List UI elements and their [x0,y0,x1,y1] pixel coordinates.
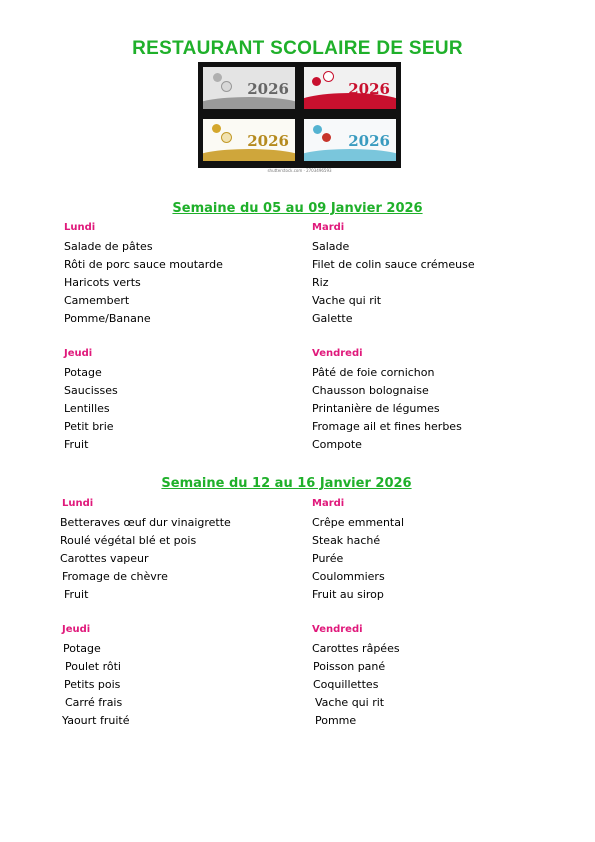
menu-item: Fromage de chèvre [62,570,168,583]
banner-tile-blue [304,119,396,161]
ornament-icon [213,73,222,82]
menu-item: Poulet rôti [65,660,121,673]
week-1-heading: Semaine du 05 au 09 Janvier 2026 [172,201,423,216]
menu-item: Vache qui rit [312,294,382,307]
menu-item: Purée [312,552,344,565]
menu-item: Saucisses [64,384,118,397]
ornament-icon [212,124,221,133]
menu-item: Lentilles [64,402,110,415]
page-title: RESTAURANT SCOLAIRE DE SEUR [132,38,463,59]
day-mardi: Mardi [312,498,345,509]
menu-item: Vache qui rit [315,696,385,709]
menu-item: Carré frais [65,696,123,709]
menu-item: Petit brie [64,420,114,433]
menu-item: Steak haché [312,534,381,547]
menu-item: Pomme/Banane [64,312,151,325]
banner-tile-red [304,67,396,109]
menu-item: Betteraves œuf dur vinaigrette [60,516,231,529]
menu-item: Salade de pâtes [64,240,153,253]
menu-item: Pâté de foie cornichon [312,366,435,379]
banner-year: 2026 [247,132,289,150]
menu-item: Poisson pané [313,660,386,673]
ornament-icon [322,133,331,142]
menu-item: Pomme [315,714,357,727]
day-lundi: Lundi [64,222,96,233]
menu-item: Coquillettes [313,678,379,691]
menu-item: Chausson bolognaise [312,384,429,397]
banner-tile-gold [203,119,295,161]
menu-item: Carottes râpées [312,642,400,655]
menu-item: Petits pois [64,678,121,691]
new-year-banner-image [198,62,401,168]
menu-item: Printanière de légumes [312,402,440,415]
banner-tile-silver [203,67,295,109]
menu-item: Carottes vapeur [60,552,149,565]
menu-item: Camembert [64,294,130,307]
menu-item: Fromage ail et fines herbes [312,420,462,433]
ornament-icon [221,132,232,143]
image-credit: shutterstock.com · 2703496593 [267,168,332,173]
ornament-icon [221,81,232,92]
menu-item: Crêpe emmental [312,516,405,529]
menu-item: Fruit [64,438,89,451]
day-lundi: Lundi [62,498,94,509]
ornament-icon [313,125,322,134]
day-jeudi: Jeudi [64,348,93,359]
week-2-heading: Semaine du 12 au 16 Janvier 2026 [161,476,412,491]
menu-item: Fruit au sirop [312,588,384,601]
day-vendredi: Vendredi [312,348,363,359]
menu-item: Filet de colin sauce crémeuse [312,258,475,271]
menu-item: Fruit [64,588,89,601]
menu-item: Salade [312,240,350,253]
ornament-icon [323,71,334,82]
menu-item: Roulé végétal blé et pois [60,534,197,547]
day-jeudi: Jeudi [62,624,91,635]
banner-year: 2026 [348,132,390,150]
menu-item: Compote [312,438,362,451]
menu-item: Coulommiers [312,570,385,583]
day-mardi: Mardi [312,222,345,233]
ornament-icon [312,77,321,86]
banner-year: 2026 [348,80,390,98]
menu-item: Yaourt fruité [62,714,130,727]
menu-item: Galette [312,312,353,325]
menu-item: Haricots verts [64,276,141,289]
menu-item: Riz [312,276,329,289]
day-vendredi: Vendredi [312,624,363,635]
menu-item: Potage [63,642,101,655]
menu-item: Potage [64,366,102,379]
banner-year: 2026 [247,80,289,98]
menu-item: Rôti de porc sauce moutarde [64,258,223,271]
